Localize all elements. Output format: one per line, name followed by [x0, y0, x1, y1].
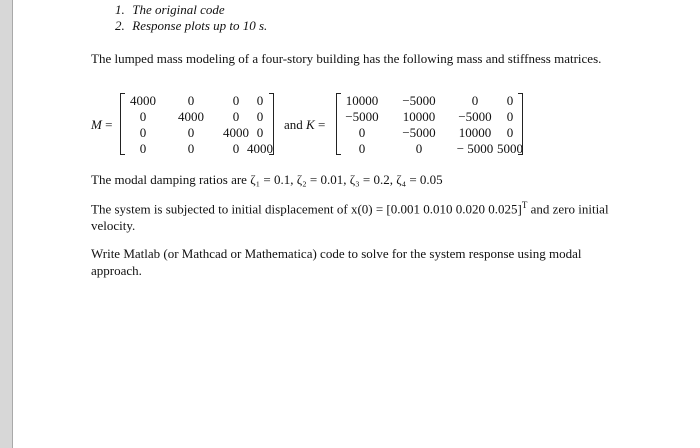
matrix-cell: 0 [187, 125, 195, 140]
matrix-cell: 0 [358, 125, 366, 140]
matrix-cell: 10000 [345, 93, 379, 108]
matrix-cell: 0 [358, 141, 366, 156]
matrix-cell: − 5000 [456, 141, 494, 156]
matrix-cell: 0 [187, 141, 195, 156]
initial-conditions-text: The system is subjected to initial displacement of x(0) = [0.001 0.010 0.020 0.025]$^T$ and zero initial velocity. [91, 200, 609, 234]
matrix-cell: 10000 [402, 109, 436, 124]
stiffness-matrix-left-bracket [336, 93, 341, 155]
list-item-2: 2. Response plots up to 10 s. [115, 18, 268, 33]
matrix-cell: 0 [506, 109, 514, 124]
matrix-cell: 0 [256, 93, 264, 108]
and-k-label: and K = [284, 117, 326, 132]
matrix-cell: 4000 [178, 109, 204, 124]
matrix-cell: 0 [232, 93, 240, 108]
matrix-cell: 0 [256, 125, 264, 140]
intro-paragraph: The lumped mass modeling of a four-story building has the following mass and stiffness matrices. [91, 51, 602, 66]
list-item-2-text: Response plots up to 10 s. [132, 18, 268, 33]
matrix-cell: 0 [232, 141, 240, 156]
matrix-cell: 0 [506, 125, 514, 140]
matrix-cell: 5000 [497, 141, 523, 156]
mass-matrix-left-bracket [120, 93, 125, 155]
matrix-cell: −5000 [458, 109, 492, 124]
matrix-cell: 0 [139, 141, 147, 156]
matrix-cell: 0 [187, 93, 195, 108]
matrix-cell: 0 [506, 93, 514, 108]
matrix-cell: 0 [471, 93, 479, 108]
matrix-cell: −5000 [345, 109, 379, 124]
matrix-cell: 0 [232, 109, 240, 124]
matrix-cell: 0 [139, 109, 147, 124]
mass-matrix-label: M = [91, 117, 113, 132]
list-item-1-text: The original code [132, 2, 225, 17]
task-paragraph: Write Matlab (or Mathcad or Mathematica) code to solve for the system response using modal approach. [91, 246, 582, 278]
matrix-cell: −5000 [402, 125, 436, 140]
matrix-cell: 4000 [223, 125, 249, 140]
list-item-1: 1. The original code [115, 2, 225, 17]
matrix-cell: 0 [139, 125, 147, 140]
matrix-cell: 10000 [458, 125, 492, 140]
matrix-cell: −5000 [402, 93, 436, 108]
matrix-cell: 4000 [247, 141, 273, 156]
matrix-cell: 4000 [130, 93, 156, 108]
damping-ratios-text: The modal damping ratios are ζ₁ = 0.1, ζ₂ = 0.01, ζ₃ = 0.2, ζ₄ = 0.05 [91, 172, 443, 187]
matrix-cell: 0 [415, 141, 423, 156]
matrix-cell: 0 [256, 109, 264, 124]
